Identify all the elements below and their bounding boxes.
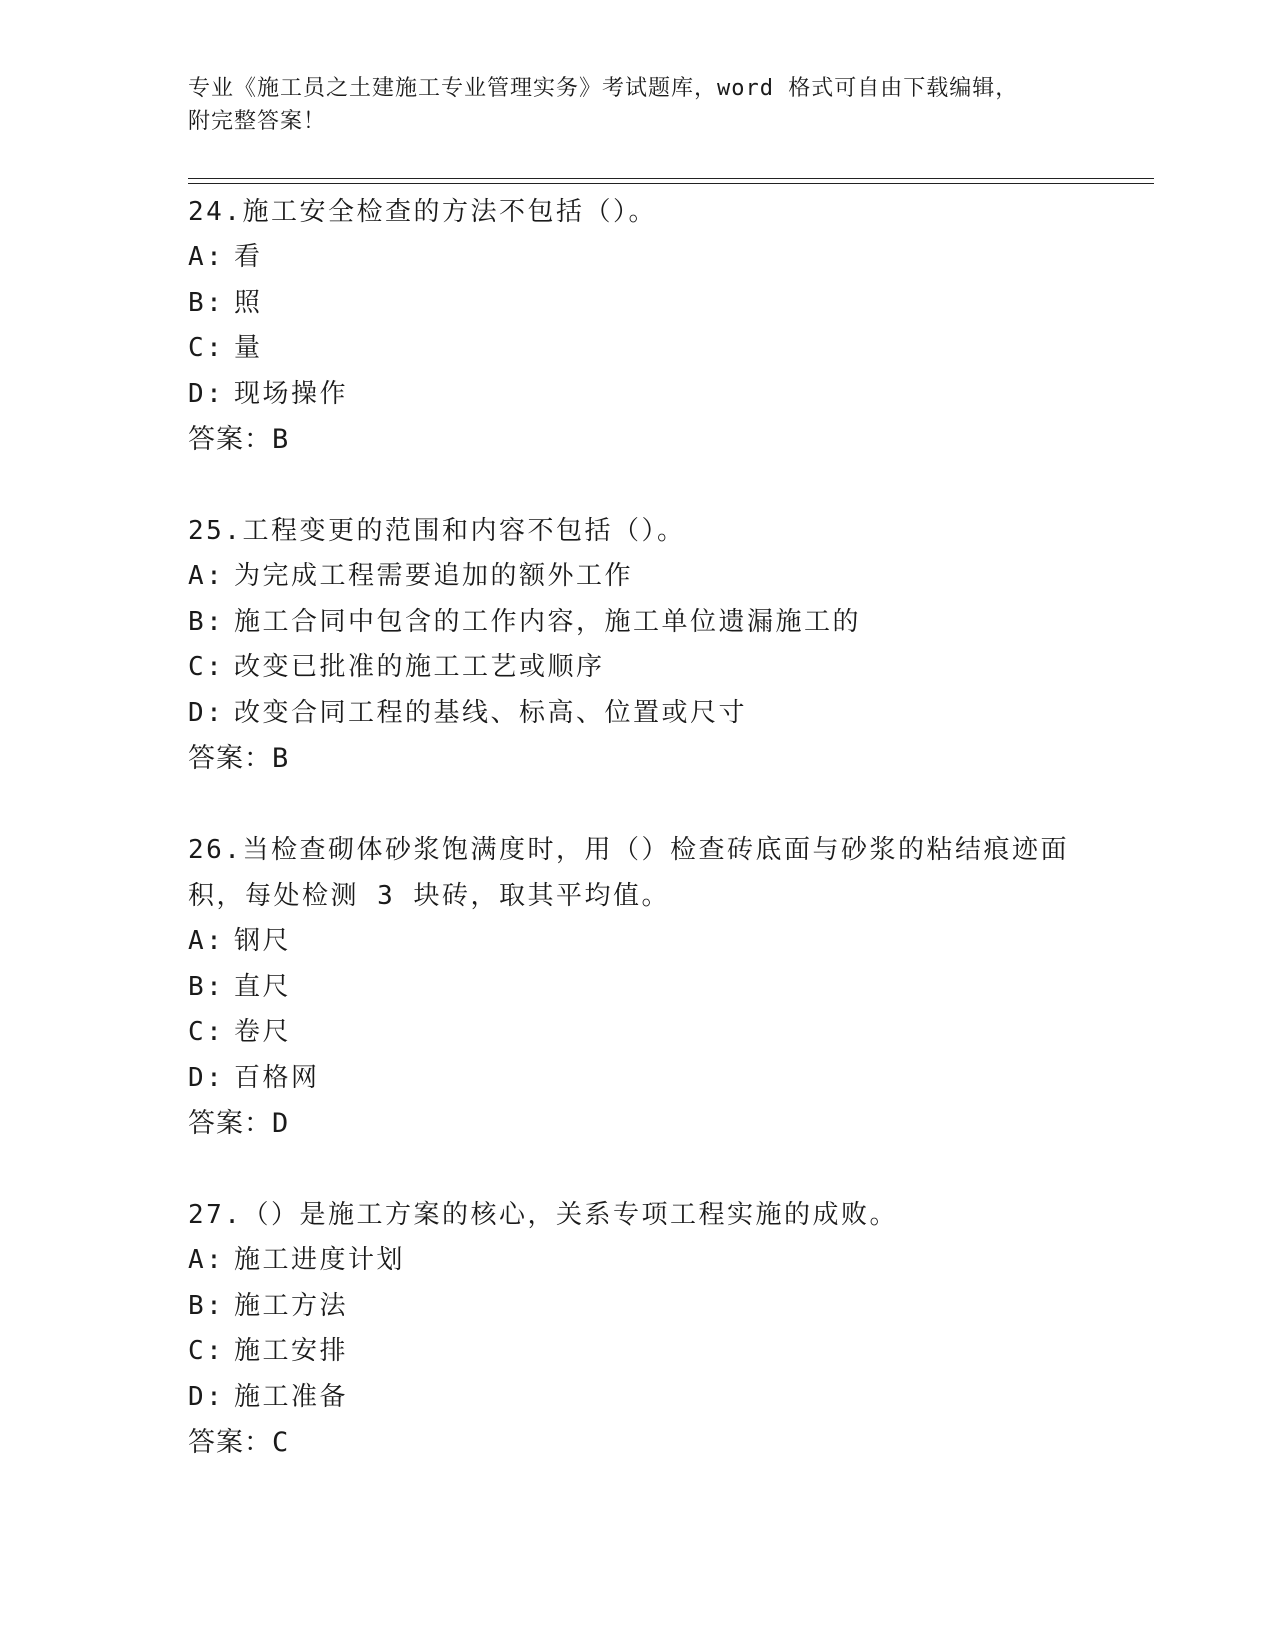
answer-label: 答案： [188,1108,272,1139]
option-a [188,235,1088,281]
option-text: 卷尺 [234,1017,292,1047]
header-divider-top [188,178,1154,179]
question-25 [188,508,1088,782]
option-letter: C: [188,1017,225,1047]
question-26 [188,827,1088,1147]
option-letter: B: [188,606,225,637]
option-letter: D: [188,697,225,728]
option-letter: C: [188,1336,225,1366]
option-letter: B: [188,1290,225,1321]
option-c [188,326,1088,372]
option-c [188,1329,1088,1375]
option-text: 施工安排 [234,1336,349,1366]
question-stem-line: 26.当检查砌体砂浆饱满度时，用（）检查砖底面与砂浆的粘结痕迹面 [188,835,1069,865]
option-text: 现场操作 [234,378,349,409]
option-a [188,1238,1088,1284]
option-text: 钢尺 [234,926,292,956]
option-letter: C: [188,652,225,682]
answer-value: B [272,424,289,455]
header-divider-bottom [188,183,1154,184]
option-letter: C: [188,333,225,363]
option-d [188,372,1088,418]
option-c [188,1010,1088,1056]
header-line-1: 专业《施工员之土建施工专业管理实务》考试题库，word 格式可自由下载编辑， [188,76,1019,101]
answer-label: 答案： [188,1427,272,1458]
option-letter: A: [188,561,225,591]
document-header [188,72,1088,138]
option-text: 施工方法 [234,1290,349,1321]
option-text: 施工合同中包含的工作内容，施工单位遗漏施工的 [234,606,862,637]
option-letter: A: [188,242,225,272]
option-c [188,645,1088,691]
option-text: 改变已批准的施工工艺或顺序 [234,652,605,682]
option-b [188,965,1088,1011]
answer-value: D [272,1108,289,1139]
option-d [188,1056,1088,1102]
option-a [188,919,1088,965]
option-d [188,691,1088,737]
question-stem [188,508,1088,554]
question-stem-line: 25.工程变更的范围和内容不包括（）。 [188,516,686,546]
answer-value: B [272,743,289,774]
question-stem-line: 24.施工安全检查的方法不包括（）。 [188,197,657,227]
option-a [188,554,1088,600]
answer-line [188,1420,1088,1466]
question-stem [188,1192,1088,1238]
option-text: 为完成工程需要追加的额外工作 [234,561,634,591]
option-letter: B: [188,971,225,1002]
question-stem-line: 积，每处检测 3 块砖，取其平均值。 [188,881,670,911]
option-d [188,1375,1088,1421]
question-27 [188,1192,1088,1466]
option-letter: D: [188,1381,225,1412]
option-b [188,600,1088,646]
option-letter: A: [188,1245,225,1275]
answer-line [188,1101,1088,1147]
answer-value: C [272,1427,289,1458]
question-24 [188,189,1088,463]
header-line-2: 附完整答案！ [188,109,327,134]
option-text: 改变合同工程的基线、标高、位置或尺寸 [234,697,748,728]
option-letter: D: [188,1062,225,1093]
option-text: 看 [234,242,263,272]
option-letter: D: [188,378,225,409]
option-b [188,281,1088,327]
question-stem [188,827,1088,919]
option-text: 照 [234,287,263,318]
answer-label: 答案： [188,424,272,455]
option-letter: A: [188,926,225,956]
question-stem [188,189,1088,235]
answer-line [188,736,1088,782]
answer-label: 答案： [188,743,272,774]
option-text: 施工准备 [234,1381,349,1412]
option-b [188,1284,1088,1330]
option-text: 百格网 [234,1062,320,1093]
answer-line [188,417,1088,463]
option-text: 直尺 [234,971,292,1002]
option-letter: B: [188,287,225,318]
option-text: 量 [234,333,263,363]
option-text: 施工进度计划 [234,1245,406,1275]
question-stem-line: 27.（）是施工方案的核心，关系专项工程实施的成败。 [188,1200,898,1230]
